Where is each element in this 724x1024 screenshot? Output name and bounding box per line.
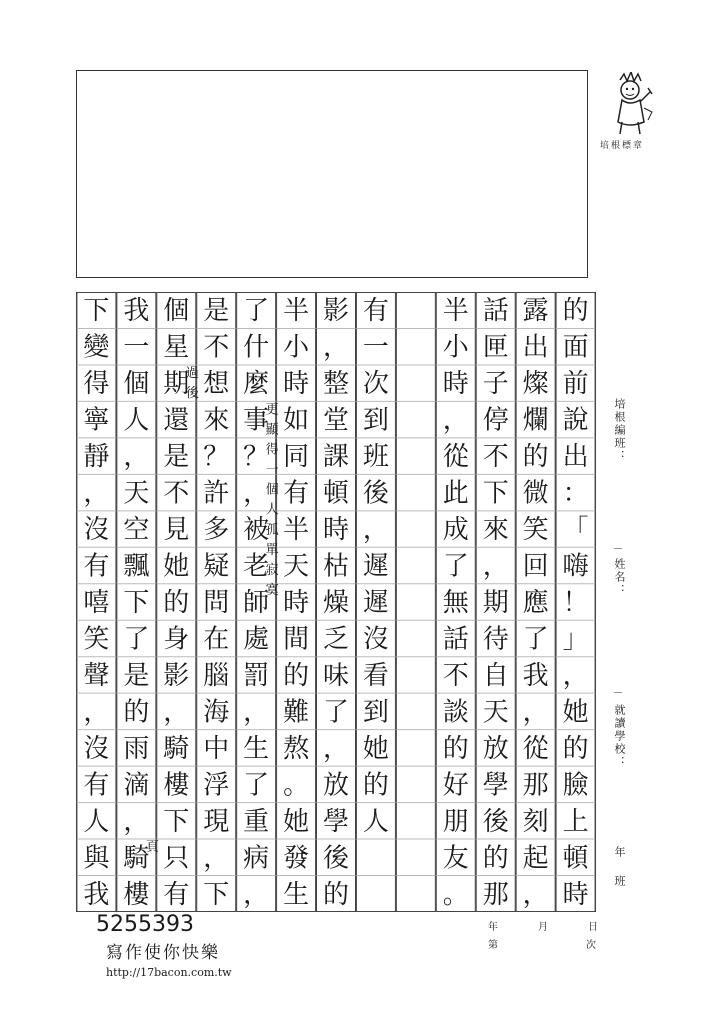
essay-char: 有 [283,478,310,509]
essay-char: ， [163,697,190,728]
label-class: 培根編班： [613,398,626,463]
essay-char: 麼 [243,369,270,400]
essay-char: 影 [322,296,350,327]
sequence-label: 第 [488,940,498,951]
essay-char: 露 [522,296,549,327]
essay-char: 的 [442,733,469,764]
essay-char: 一 [123,332,150,363]
essay-char: 她 [562,697,589,728]
essay-char: 時 [442,369,469,400]
essay-char: 那 [482,879,509,910]
essay-char: 那 [522,770,549,801]
essay-char: 待 [482,624,509,655]
essay-char: 半 [283,515,310,546]
essay-char: 看 [362,660,389,691]
essay-char: ： [562,478,589,509]
annotation-char: 更 [265,402,279,418]
essay-char: 是 [203,296,230,327]
annotation-char: 得 [265,442,279,458]
essay-char: 枯 [322,551,350,582]
essay-char: 的 [562,733,589,764]
essay-char: 」 [562,624,589,655]
essay-char: 騎 [163,733,190,764]
annotation-char: 寂 [265,562,279,578]
annotation-char: 一 [265,462,279,478]
essay-char: 面 [562,332,589,363]
essay-char: 臉 [562,770,589,801]
essay-char: 發 [283,843,310,874]
essay-char: 期 [163,369,190,400]
essay-char: 滴 [123,770,150,801]
essay-char: 多 [203,515,230,546]
essay-char: 的 [123,697,150,728]
essay-char: 應 [522,588,549,618]
essay-char: 的 [163,588,190,618]
grid-column [396,293,435,912]
essay-char: 味 [322,660,350,691]
essay-char: 課 [322,442,350,473]
essay-char: 上 [562,806,589,837]
essay-char: 話 [442,624,469,655]
essay-char: 停 [482,405,509,436]
essay-char: ， [83,697,110,728]
label-name: 姓名： [613,558,626,597]
annotation-char: 個 [265,482,279,498]
essay-char: 放 [322,770,350,801]
essay-char: 飄 [123,551,150,582]
essay-char: 騎 [123,843,150,874]
essay-char: 從 [442,442,469,473]
essay-char: 樓 [163,770,190,801]
essay-char: 後 [362,478,389,509]
essay-char: ， [123,442,150,473]
essay-char: 學 [482,770,509,801]
essay-char: 的 [522,442,549,473]
essay-char: 師 [243,588,270,618]
essay-char: ， [243,697,270,728]
essay-char: 個 [163,296,190,327]
essay-char: 下 [482,478,509,509]
essay-char: 靜 [83,442,110,473]
essay-char: 自 [482,660,509,691]
essay-char: 時 [562,879,589,910]
essay-char: 雨 [123,733,150,764]
essay-char: 身 [163,624,190,655]
essay-char: 。 [283,770,310,801]
essay-char: 的 [283,660,310,691]
essay-char: 到 [362,697,389,728]
essay-char: 天 [283,551,310,582]
essay-char: 學 [322,806,350,837]
essay-char: 乏 [322,624,350,655]
essay-char: 處 [243,624,270,655]
essay-char: 被 [243,515,270,546]
essay-char: ， [562,660,589,691]
essay-char: 腦 [203,660,230,691]
date-year: 年 [488,922,498,933]
essay-char: 談 [442,697,469,728]
essay-char: 不 [482,442,509,473]
essay-char: 她 [163,551,190,582]
essay-char: 許 [203,478,230,509]
essay-char: ， [243,879,270,910]
essay-char: 現 [203,806,230,837]
mascot-logo-icon [608,72,656,138]
essay-char: 變 [83,332,110,363]
essay-char: 後 [322,843,350,874]
essay-char: 只 [163,843,190,874]
essay-char: 同 [283,442,310,473]
essay-char: 時 [322,515,350,546]
essay-char: 海 [203,697,230,728]
essay-char: 中 [203,733,230,764]
annotation-char: 孤 [265,522,279,538]
essay-char: 小 [283,332,310,363]
site-url: http://17bacon.com.tw [106,966,232,979]
essay-char: 下 [163,806,190,837]
essay-char: 朋 [442,806,469,837]
essay-char: 嘻 [83,588,110,618]
essay-char: ， [123,806,150,837]
essay-char: 下 [123,588,150,618]
essay-char: ， [482,551,509,582]
essay-char: 嗨 [562,551,589,582]
essay-char: 燥 [322,588,350,618]
essay-char: 空 [123,515,150,546]
essay-char: 來 [482,515,509,546]
essay-char: 事 [243,405,270,436]
essay-char: 好 [442,770,469,801]
essay-char: 不 [442,660,469,691]
essay-char: ， [243,478,270,509]
annotation-char: 頁 [145,840,159,856]
essay-char: ， [322,332,350,363]
essay-char: 了 [522,624,549,655]
essay-char: 星 [163,332,190,363]
essay-char: 笑 [522,515,549,546]
essay-char: 我 [83,879,110,910]
essay-char: 後 [482,806,509,837]
essay-char: 頓 [322,478,350,509]
label-grade: 年班 [613,846,626,904]
essay-char: 遲 [362,588,389,618]
essay-char: 我 [522,660,549,691]
essay-char: 半 [283,296,310,327]
essay-char: 難 [283,697,310,728]
essay-char: 了 [243,770,270,801]
essay-char: 不 [163,478,190,509]
essay-char: 一 [362,332,389,363]
label-school: 就讀學校： [613,704,626,769]
annotation-char: 後 [185,386,199,401]
essay-char: 的 [562,296,589,327]
essay-char: ， [522,697,549,728]
essay-char: 友 [442,843,469,874]
essay-char: 寧 [83,405,110,436]
essay-char: 想 [203,369,230,400]
essay-char: 話 [482,296,509,327]
essay-char: 她 [362,733,389,764]
essay-char: ， [203,843,230,874]
annotation-char: 顯 [265,422,279,438]
annotation-char: 人 [265,502,279,518]
essay-char: 我 [123,296,150,327]
site-name: 寫作使你快樂 [106,943,220,963]
essay-char: 她 [283,806,310,837]
essay-char: 出 [562,442,589,473]
essay-char: 放 [482,733,509,764]
essay-char: 人 [83,806,110,837]
annotation-char: 過 [185,365,199,381]
essay-char: 熬 [283,733,310,764]
essay-char: 的 [322,879,350,910]
essay-char: ！ [562,588,589,618]
essay-char: 重 [243,806,270,837]
essay-char: 的 [362,770,389,801]
essay-char: 下 [203,879,230,910]
essay-char: 。 [442,879,469,910]
essay-char: 影 [163,660,190,691]
essay-char: ？ [243,442,270,473]
essay-char: 「 [562,515,589,546]
essay-char: 到 [362,405,389,436]
essay-char: 頓 [562,843,589,874]
essay-char: ， [442,405,469,436]
essay-char: 是 [163,442,190,473]
essay-char: 是 [123,660,150,691]
essay-char: 期 [482,588,509,618]
essay-char: 天 [123,478,150,509]
essay-char: ， [522,879,549,910]
essay-char: 與 [83,843,110,874]
date-day: 日 [588,922,598,933]
essay-char: 聲 [83,660,110,691]
essay-char: 有 [83,551,110,582]
sequence-unit: 次 [586,940,596,951]
essay-char: 人 [123,405,150,436]
essay-char: 微 [522,478,549,509]
essay-char: 整 [322,369,350,400]
essay-char: 出 [522,332,549,363]
essay-char: 沒 [83,733,110,764]
essay-char: 罰 [243,660,270,691]
essay-char: 遲 [362,551,389,582]
essay-char: 沒 [83,515,110,546]
essay-char: 半 [442,296,469,327]
essay-char: 了 [123,624,150,655]
essay-char: 個 [123,369,150,400]
essay-char: 如 [283,405,310,436]
essay-char: 燦 [522,369,549,400]
teacher-comment-box [76,70,588,278]
essay-char: 生 [243,733,270,764]
essay-char: 有 [83,770,110,801]
essay-char: 人 [362,806,389,837]
essay-char: 天 [482,697,509,728]
essay-char: 在 [203,624,230,655]
essay-char: 回 [522,551,549,582]
essay-char: 次 [362,369,389,400]
manuscript-grid [76,292,596,912]
essay-char: 老 [243,551,270,582]
essay-char: 班 [362,442,389,473]
essay-char: 爛 [522,405,549,436]
essay-char: 疑 [203,551,230,582]
essay-char: 刻 [522,806,549,837]
essay-char: 匣 [482,332,509,363]
essay-char: 說 [562,405,589,436]
essay-char: 浮 [203,770,230,801]
essay-char: 起 [522,843,549,874]
essay-char: ， [362,515,389,546]
essay-char: 沒 [362,624,389,655]
essay-char: 成 [442,515,469,546]
essay-char: 來 [203,405,230,436]
essay-char: 了 [442,551,469,582]
essay-char: 間 [283,624,310,655]
essay-char: 子 [482,369,509,400]
essay-char: 生 [283,879,310,910]
essay-char: 還 [163,405,190,436]
essay-char: 得 [83,369,110,400]
essay-char: 有 [362,296,389,327]
essay-char: ？ [203,442,230,473]
essay-char: 見 [163,515,190,546]
essay-char: 堂 [322,405,350,436]
date-month: 月 [538,922,548,933]
essay-char: 什 [243,332,270,363]
essay-char: 無 [442,588,469,618]
essay-char: 問 [203,588,230,618]
essay-char: 下 [83,296,110,327]
essay-char: ， [83,478,110,509]
essay-char: 的 [482,843,509,874]
essay-char: 樓 [123,879,150,910]
essay-char: 病 [243,843,270,874]
annotation-char: 寞 [265,582,279,598]
essay-char: 有 [163,879,190,910]
essay-char: 不 [203,332,230,363]
logo-caption: 培根標章 [600,141,645,151]
essay-char: 時 [283,369,310,400]
essay-char: 了 [322,697,350,728]
essay-char: 小 [442,332,469,363]
essay-char: 笑 [83,624,110,655]
essay-char: 此 [442,478,469,509]
essay-char: ， [322,733,350,764]
essay-char: 了 [243,296,270,327]
essay-char: 前 [562,369,589,400]
serial-number: 5255393 [96,912,194,937]
essay-char: 時 [283,588,310,618]
annotation-char: 單 [265,542,279,558]
essay-char: 從 [522,733,549,764]
